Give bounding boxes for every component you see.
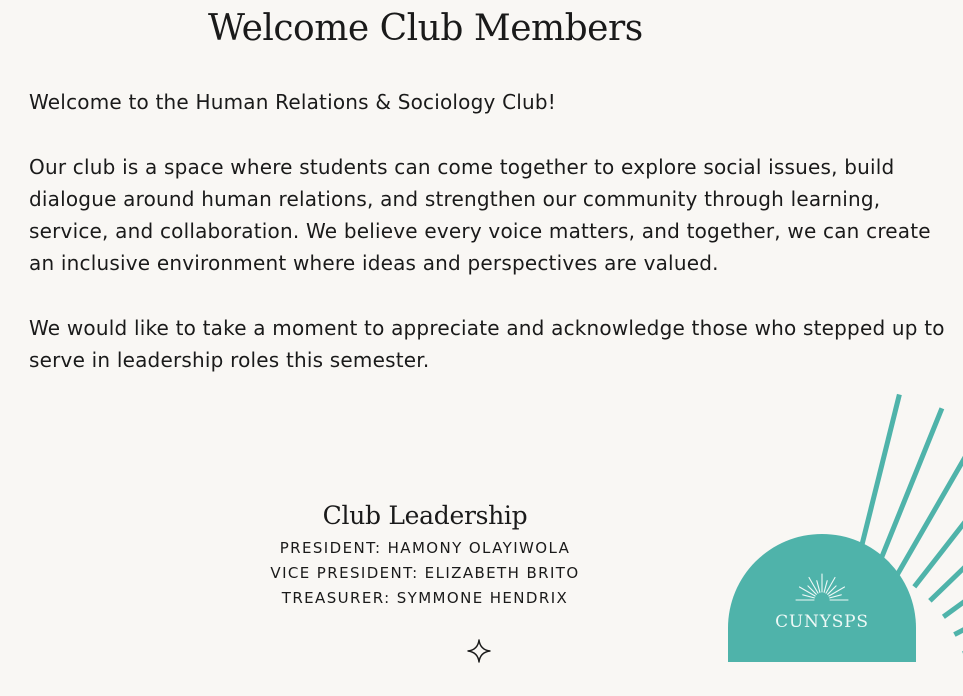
cunysps-logo <box>728 534 916 662</box>
leader-treasurer: TREASURER: SYMMONE HENDRIX <box>281 589 569 607</box>
acknowledgement-paragraph: We would like to take a moment to appreciate and acknowledge those who stepped up to serve in leadership roles this semester. <box>29 316 945 373</box>
sun-ray <box>803 595 815 598</box>
greeting-paragraph: Welcome to the Human Relations & Sociology Club! <box>29 90 557 114</box>
sun-rays-icon <box>787 564 857 604</box>
sunburst-ray <box>878 408 942 566</box>
sun-ray <box>817 581 820 593</box>
club-leadership-section <box>250 498 600 611</box>
sun-ray <box>824 581 827 593</box>
logo-text: CUNYSPS <box>775 612 869 632</box>
page-title: Welcome Club Members <box>208 8 643 49</box>
sunburst-ray <box>914 453 963 587</box>
sunburst-ray <box>943 517 963 617</box>
leader-president: PRESIDENT: HAMONY OLAYIWOLA <box>279 539 571 557</box>
intro-text <box>29 86 954 377</box>
sunburst-ray <box>858 395 899 560</box>
leadership-title: Club Leadership <box>322 501 528 530</box>
sun-ray <box>830 595 842 598</box>
sparkle-icon <box>467 639 491 663</box>
leader-vice-president: VICE PRESIDENT: ELIZABETH BRITO <box>270 564 580 582</box>
mission-paragraph: Our club is a space where students can come together to explore social issues, build dialogue around human relations, and strengthen our community through learning, service, and collaboration. We believe every voice matters, and together, we can create an inclusive environment where ideas and perspectives are valued. <box>29 154 931 276</box>
sunburst-ray <box>954 555 963 635</box>
sunburst-ray <box>930 483 963 601</box>
sunburst-ray <box>897 428 963 575</box>
